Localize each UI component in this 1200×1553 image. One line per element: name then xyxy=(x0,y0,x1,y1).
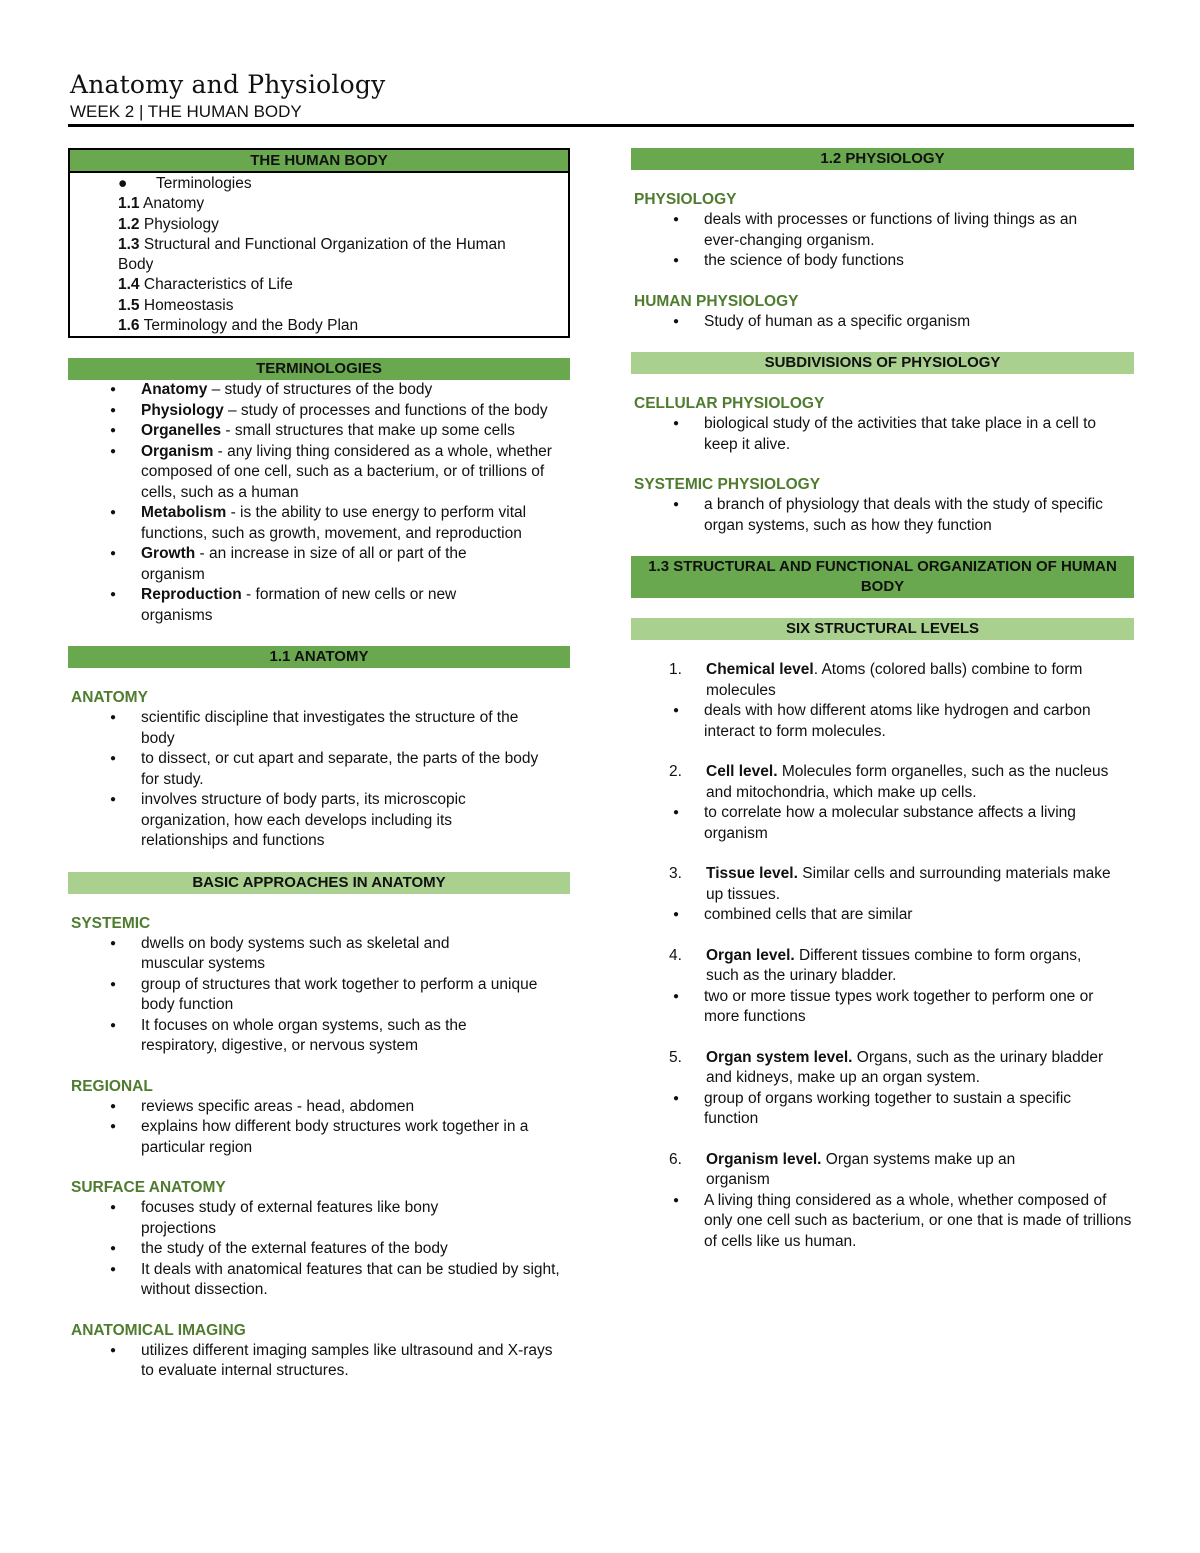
toc-item-text: Characteristics of Life xyxy=(139,276,293,294)
list-item: ● dwells on body systems such as skeletal and muscular systems xyxy=(68,934,540,975)
term-definition: – study of structures of the body xyxy=(207,381,433,399)
list-item xyxy=(68,401,564,422)
toc-item-number: 1.3 xyxy=(118,235,140,253)
term: Growth xyxy=(141,545,196,563)
structural-level xyxy=(631,864,1134,926)
section-heading-organization: 1.3 STRUCTURAL AND FUNCTIONAL ORGANIZATION OF HUMAN BODY xyxy=(631,556,1134,598)
list-item: ● the science of body functions xyxy=(631,251,1114,272)
document-subtitle: WEEK 2 | THE HUMAN BODY xyxy=(70,102,302,121)
subheading-anatomy: ANATOMY xyxy=(71,689,148,707)
toc-item-text: Structural and Functional Organization of the Human Body xyxy=(118,235,506,274)
left-column xyxy=(68,148,570,1382)
list-item: ● reviews specific areas - head, abdomen xyxy=(68,1097,560,1118)
list-item xyxy=(68,421,564,442)
list-item xyxy=(68,503,564,544)
term-definition: – study of processes and functions of the body xyxy=(223,401,548,419)
toc-bullet-text: Terminologies xyxy=(156,175,252,192)
physiology-list xyxy=(631,210,1134,272)
terminologies-list xyxy=(68,380,570,626)
level-item xyxy=(631,864,1124,905)
list-item: ● group of structures that work together to perform a unique body function xyxy=(68,975,540,1016)
term: Metabolism xyxy=(141,504,227,522)
level-description: Organs, such as the urinary bladder and kidneys, make up an organ system. xyxy=(706,1048,1104,1086)
list-item: ● deals with processes or functions of living things as an ever-changing organism. xyxy=(631,210,1114,251)
term: Anatomy xyxy=(141,381,208,399)
level-description: Similar cells and surrounding materials make up tissues. xyxy=(706,865,1111,903)
cellular-physiology-list xyxy=(631,414,1134,455)
anatomical-imaging-list xyxy=(68,1341,570,1382)
toc-item-number: 1.1 xyxy=(118,195,140,213)
toc-item-number: 1.2 xyxy=(118,215,140,233)
level-note: ● A living thing considered as a whole, whether composed of only one cell such as bacterium, or one that is made of trillions of cells like us human. xyxy=(631,1191,1134,1253)
toc-item-number: 1.4 xyxy=(118,276,140,294)
document-title: Anatomy and Physiology xyxy=(70,70,386,99)
toc-item-text: Terminology and the Body Plan xyxy=(139,317,359,335)
level-number: 4. xyxy=(669,946,682,964)
subheading-systemic: SYSTEMIC xyxy=(71,914,151,932)
list-item: ● Study of human as a specific organism xyxy=(631,312,1134,333)
term: Physiology xyxy=(141,401,224,419)
regional-list xyxy=(68,1097,570,1159)
toc-item-text: Homeostasis xyxy=(139,296,234,314)
term: Organelles xyxy=(141,422,222,440)
toc-item xyxy=(118,194,568,214)
level-note: ● to correlate how a molecular substance affects a living organism xyxy=(631,803,1134,844)
level-name: Organism level. xyxy=(706,1150,822,1168)
level-name: Cell level. xyxy=(706,763,778,780)
subheading-surface-anatomy: SURFACE ANATOMY xyxy=(71,1179,226,1197)
systemic-physiology-list xyxy=(631,495,1134,536)
term-definition: - an increase in size of all or part of the organism xyxy=(141,545,467,583)
list-item xyxy=(68,585,564,626)
list-item: ● It deals with anatomical features that can be studied by sight, without dissection. xyxy=(68,1260,560,1301)
section-heading-basic-approaches: BASIC APPROACHES IN ANATOMY xyxy=(68,872,570,894)
subheading-human-physiology: HUMAN PHYSIOLOGY xyxy=(634,292,799,310)
toc-item xyxy=(70,235,568,276)
list-item: ● It focuses on whole organ systems, such as the respiratory, digestive, or nervous system xyxy=(68,1016,540,1057)
toc-item-number: 1.6 xyxy=(118,317,140,335)
list-item: ● explains how different body structures work together in a particular region xyxy=(68,1117,560,1158)
level-number: 3. xyxy=(669,865,682,882)
human-physiology-list xyxy=(631,312,1134,333)
right-column xyxy=(631,148,1134,1252)
level-item xyxy=(631,1150,1074,1191)
toc-item-text: Physiology xyxy=(139,215,219,233)
level-note: ● group of organs working together to sustain a specific function xyxy=(631,1089,1114,1130)
level-name: Chemical level xyxy=(706,661,814,678)
structural-levels xyxy=(631,660,1134,1252)
toc-item xyxy=(118,316,568,336)
structural-level xyxy=(631,762,1134,844)
level-number: 5. xyxy=(669,1048,682,1066)
toc-item xyxy=(118,296,568,316)
header-divider xyxy=(68,124,1134,127)
level-name: Organ system level. xyxy=(706,1048,853,1066)
toc-body xyxy=(70,173,568,336)
level-number: 1. xyxy=(669,661,682,678)
toc-bullet-item xyxy=(118,174,568,194)
level-number: 6. xyxy=(669,1150,682,1168)
level-item xyxy=(631,762,1114,803)
subheading-systemic-physiology: SYSTEMIC PHYSIOLOGY xyxy=(634,476,821,493)
level-description: Different tissues combine to form organs, such as the urinary bladder. xyxy=(706,946,1082,984)
level-description: Molecules form organelles, such as the nucleus and mitochondria, which make up cells. xyxy=(706,763,1109,801)
term-definition: - formation of new cells or new organisms xyxy=(141,586,457,624)
list-item: ● biological study of the activities that take place in a cell to keep it alive. xyxy=(631,414,1114,455)
term-definition: - small structures that make up some cells xyxy=(221,422,515,440)
structural-level xyxy=(631,1150,1134,1253)
anatomy-list xyxy=(68,708,570,852)
table-of-contents xyxy=(68,148,570,338)
structural-level xyxy=(631,946,1134,1028)
toc-item xyxy=(118,215,568,235)
toc-item-text: Anatomy xyxy=(139,195,205,213)
toc-item xyxy=(118,275,568,295)
level-note: ● combined cells that are similar xyxy=(631,905,1134,926)
level-name: Tissue level. xyxy=(706,865,798,882)
section-heading-physiology: 1.2 PHYSIOLOGY xyxy=(631,148,1134,170)
term: Reproduction xyxy=(141,586,242,604)
list-item xyxy=(68,442,564,504)
list-item: ● scientific discipline that investigates the structure of the body xyxy=(68,708,550,749)
level-name: Organ level. xyxy=(706,946,795,964)
subheading-regional: REGIONAL xyxy=(71,1077,153,1095)
level-description: Organ systems make up an organism xyxy=(706,1150,1016,1188)
level-note: ● two or more tissue types work together to perform one or more functions xyxy=(631,987,1114,1028)
term: Organism xyxy=(141,442,214,460)
list-item: ● focuses study of external features like bony projections xyxy=(68,1198,560,1239)
list-item xyxy=(68,380,564,401)
structural-level xyxy=(631,1048,1134,1130)
level-number: 2. xyxy=(669,763,682,780)
list-item: ● to dissect, or cut apart and separate, the parts of the body for study. xyxy=(68,749,550,790)
level-note: ● deals with how different atoms like hydrogen and carbon interact to form molecules. xyxy=(631,701,1114,742)
list-item xyxy=(68,544,564,585)
section-heading-six-levels: SIX STRUCTURAL LEVELS xyxy=(631,618,1134,640)
surface-anatomy-list xyxy=(68,1198,570,1301)
term-definition: - is the ability to use energy to perform vital functions, such as growth, movement, and reproduction xyxy=(141,504,527,542)
toc-heading: THE HUMAN BODY xyxy=(70,150,568,173)
systemic-list xyxy=(68,934,570,1057)
list-item: ● involves structure of body parts, its microscopic organization, how each develops including its relationships and functions xyxy=(68,790,550,852)
toc-item-number: 1.5 xyxy=(118,296,140,314)
list-item: ● a branch of physiology that deals with the study of specific organ systems, such as how they function xyxy=(631,495,1114,536)
bullet-icon: ● xyxy=(118,175,128,192)
section-heading-terminologies: TERMINOLOGIES xyxy=(68,358,570,380)
level-item xyxy=(631,660,1114,701)
level-item xyxy=(631,1048,1114,1089)
list-item: ● the study of the external features of the body xyxy=(68,1239,560,1260)
structural-level xyxy=(631,660,1134,742)
subheading-physiology: PHYSIOLOGY xyxy=(634,191,737,208)
subheading-anatomical-imaging: ANATOMICAL IMAGING xyxy=(71,1321,246,1339)
section-heading-anatomy: 1.1 ANATOMY xyxy=(68,646,570,668)
subheading-cellular-physiology: CELLULAR PHYSIOLOGY xyxy=(634,395,825,412)
term-definition: - any living thing considered as a whole, whether composed of one cell, such as a bacterium, or of trillions of cells, such as a human xyxy=(141,442,552,501)
level-description: . Atoms (colored balls) combine to form molecules xyxy=(706,661,1083,699)
section-heading-subdivisions: SUBDIVISIONS OF PHYSIOLOGY xyxy=(631,352,1134,374)
list-item: ● utilizes different imaging samples like ultrasound and X-rays to evaluate internal structures. xyxy=(68,1341,560,1382)
level-item xyxy=(631,946,1094,987)
